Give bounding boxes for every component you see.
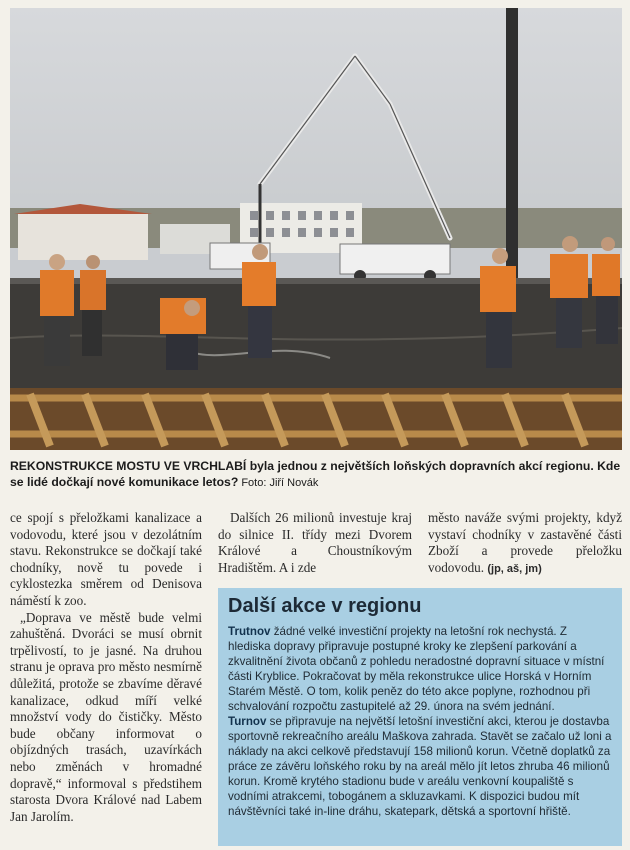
box-paragraph-trutnov [228, 624, 612, 714]
article-column-1 [10, 510, 202, 825]
article-paragraph: město naváže svými projekty, když vystaví chodníky v zastavěné části Zboží a provede přeložku vodovodu. [428, 510, 622, 575]
caption-text: byla jednou z největších loňských dopravních akcí regionu. Kde se lidé dočkají nové komunikace letos? [10, 459, 621, 489]
sidebar-box [218, 588, 622, 846]
photo-credit: Foto: Jiří Novák [238, 477, 319, 489]
article-paragraph: Dalších 26 milionů investuje kraj do silnice II. třídy mezi Dvorem Králové a Choustníkovým Hradištěm. A i zde [218, 510, 412, 575]
box-city-label: Trutnov [228, 625, 271, 638]
box-paragraph-turnov [228, 714, 612, 819]
article-quote: „Doprava ve městě bude velmi zahuštěná. Dvoráci se musí obrnit trpělivostí, to je jasné. Na druhou stranu je oprava pro město nesmírně důležitá, protože se zbavíme děravé kanalizace, odkud míří velké množství vody do čističky. Město bude občany informovat o objízdných trasách, uzavírkách nebo změnách v hromadné dopravě,“ informoval s předstihem starosta Dvora Králové nad Labem Jan Jarolím. [10, 609, 202, 824]
construction-photo [10, 8, 622, 450]
caption-lead: REKONSTRUKCE MOSTU VE VRCHLABÍ [10, 459, 247, 473]
author-initials: (jp, aš, jm) [487, 562, 542, 575]
article-column-2 [218, 510, 412, 576]
photo-caption [10, 458, 622, 491]
bridge-construction-illustration [10, 8, 622, 450]
article-column-3 [428, 510, 622, 577]
article-paragraph: ce spojí s přeložkami kanalizace a vodovodu, které jsou v dezolátním stavu. Rekonstrukce se dočkají také chodníky, nově tu povede i cyklostezka směrem od Denisova náměstí k zoo. [10, 510, 202, 608]
box-text: žádné velké investiční projekty na letošní rok nechystá. Z hlediska dopravy připravuje postupné kroky ke zlepšení parkování a zkvalitnění života občanů z pohledu neradostné dopravní situace v místní části Kryblice. Pokračovat by měla rekonstrukce ulice Horská v Horním Starém Městě. O tom, kolik peněz do této akce poplyne, rozhodnou při schvalování rozpočtu zastupitelé až 29. února na svém jednání. [228, 625, 605, 713]
box-city-label: Turnov [228, 715, 267, 728]
box-title: Další akce v regionu [228, 595, 422, 617]
box-text: se připravuje na největší letošní investiční akci, kterou je dostavba sportovně rekreačního areálu Maškova zahrada. Stavět se začalo už loni a náklady na akci celkově představují 158 milionů korun. Včetně doplatků za práce ze závěru loňského roku by na areál mělo jít letos zhruba 46 milionů korun. Kromě krytého stadionu bude v areálu venkovní koupaliště s vodními atrakcemi, tobogánem a skluzavkami. K dispozici budou mít návštěvníci také in-line dráhu, skatepark, dětská a sportovní hřiště. [228, 715, 612, 818]
